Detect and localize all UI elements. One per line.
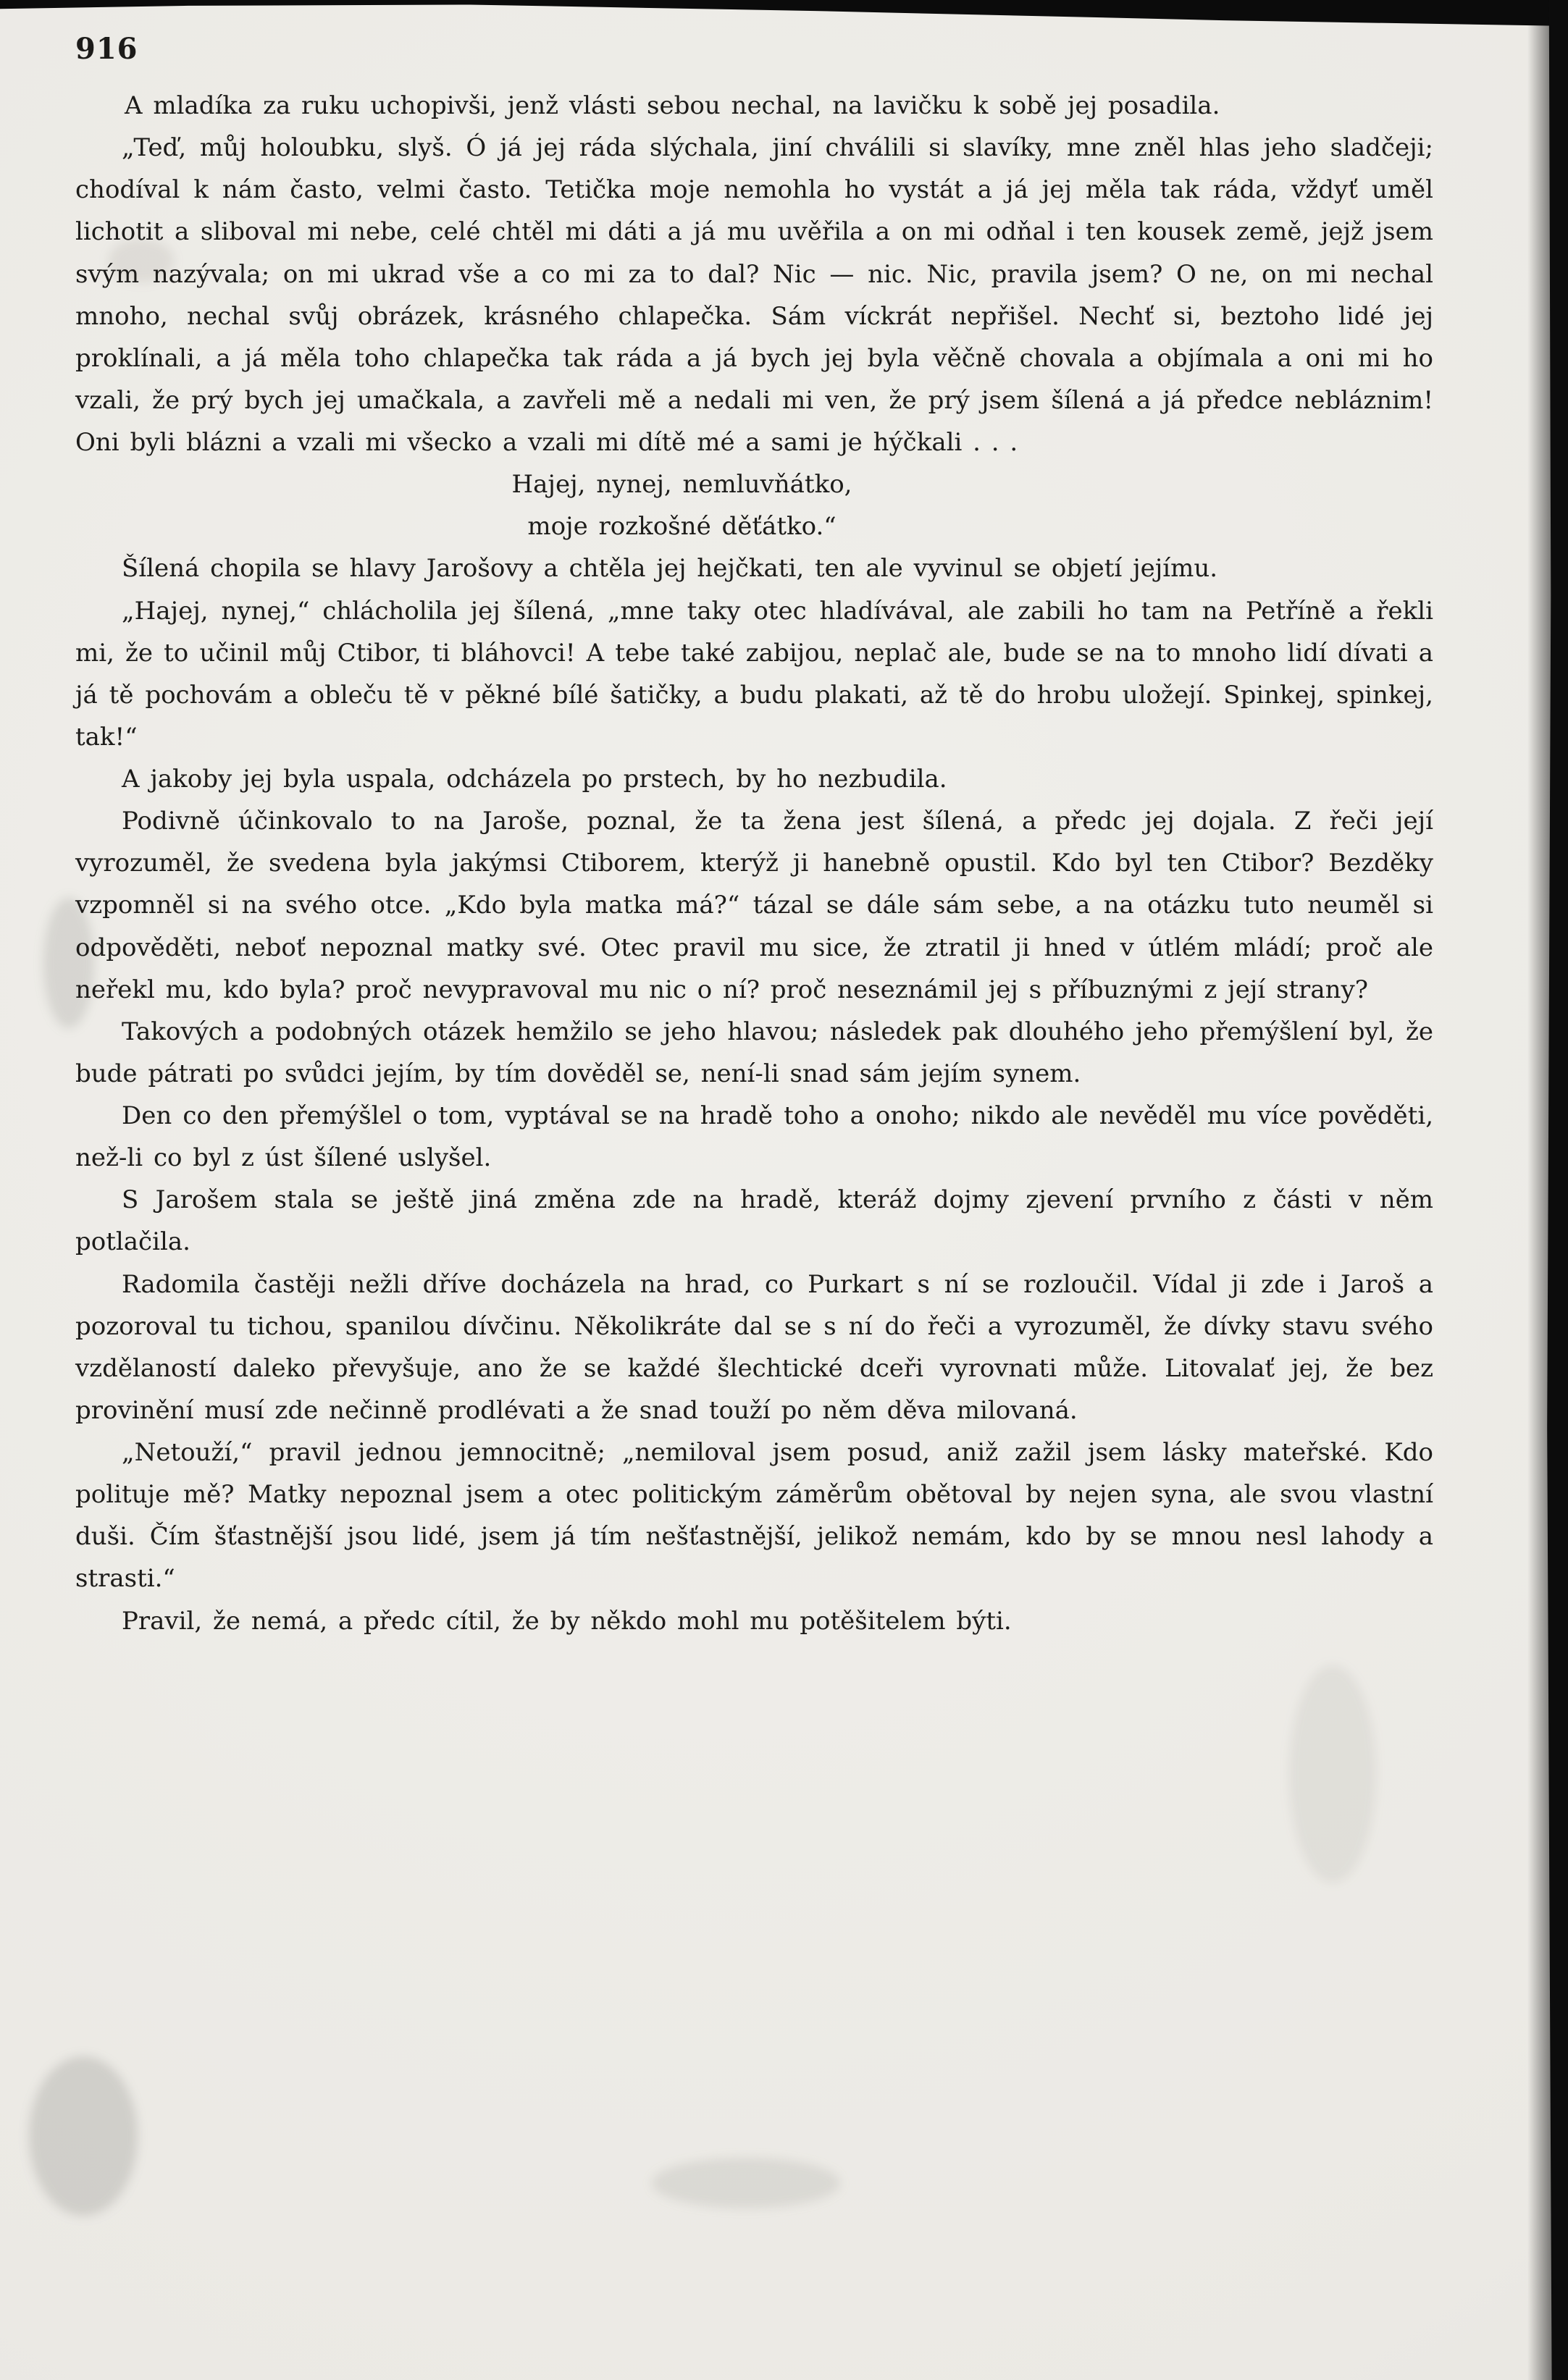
paragraph: „Teď, můj holoubku, slyš. Ó já jej ráda slýchala, jiní chválili si slavíky, mne zněl hlas jeho sladčeji; chodíval k nám často, velmi často. Tetička moje nemohla ho vystát a já jej měla tak ráda, vždyť uměl lichotit a sliboval mi nebe, celé chtěl mi dáti a já mu uvěřila a on mi odňal i ten kousek země, jejž jsem svým nazývala; on mi ukrad vše a co mi za to dal? Nic — nic. Nic, pravila jsem? O ne, on mi nechal mnoho, nechal svůj obrázek, krásného chlapečka. Sám víckrát nepřišel. Nechť si, beztoho lidé jej proklínali, a já měla toho chlapečka tak ráda a já bych jej byla věčně chovala a objímala a oni mi ho vzali, že prý bych jej umačkala, a zavřeli mě a nedali mi ven, že prý jsem šílená a já předce nebláznim! Oni byli blázni a vzali mi všecko a vzali mi dítě mé a sami je hýčkali . . . [75,133,1433,457]
verse-line: moje rozkošné děťátko.“ [527,512,837,542]
paragraph: A jakoby jej byla uspala, odcházela po prstech, by ho nezbudila. [122,765,947,794]
paragraph: „Hajej, nynej,“ chlácholila jej šílená, „mne taky otec hladívával, ale zabili ho tam na Petříně a řekli mi, že to učinil můj Ctibor, ti bláhovci! A tebe také zabijou, neplač ale, bude se na to mnoho lidí dívati a já tě pochovám a obleču tě v pěkné bílé šatičky, a budu plakati, až tě do hrobu uložejí. Spinkej, spinkej, tak!“ [75,596,1433,752]
paragraph: Šílená chopila se hlavy Jarošovy a chtěla jej hejčkati, ten ale vyvinul se objetí jejímu. [122,554,1218,584]
body-text [75,85,1433,1642]
paragraph: Podivně účinkovalo to na Jaroše, poznal, že ta žena jest šílená, a předc jej dojala. Z řeči její vyrozuměl, že svedena byla jakýmsi Ctiborem, kterýž ji hanebně opustil. Kdo byl ten Ctibor? Bezděky vzpomněl si na svého otce. „Kdo byla matka má?“ tázal se dále sám sebe, a na otázku tuto neuměl si odpověděti, neboť nepoznal matky své. Otec pravil mu sice, že ztratil ji hned v útlém mládí; proč ale neřekl mu, kdo byla? proč nevypravoval mu nic o ní? proč neseznámil jej s příbuznými z její strany? [75,807,1433,1004]
paragraph: „Netouží,“ pravil jednou jemnocitně; „nemiloval jsem posud, aniž zažil jsem lásky mateřské. Kdo polituje mě? Matky nepoznal jsem a otec politickým záměrům obětoval by nejen syna, ale svou vlastní duši. Čím šťastnější jsou lidé, jsem já tím nešťastnější, jelikož nemám, kdo by se mnou nesl lahody a strasti.“ [75,1438,1433,1594]
paragraph: Pravil, že nemá, a předc cítil, že by někdo mohl mu potěšitelem býti. [122,1606,1012,1636]
paragraph: A mladíka za ruku uchopivši, jenž vlásti sebou nechal, na lavičku k sobě jej posadila. [125,91,1220,120]
verse-line: Hajej, nynej, nemluvňátko, [511,470,852,500]
paragraph: Takových a podobných otázek hemžilo se jeho hlavou; následek pak dlouhého jeho přemýšlení byl, že bude pátrati po svůdci jejím, by tím dověděl se, není-li snad sám jejím synem. [75,1017,1433,1088]
paragraph: Radomila častěji nežli dříve docházela na hrad, co Purkart s ní se rozloučil. Vídal ji zde i Jaroš a pozoroval tu tichou, spanilou dívčinu. Několikráte dal se s ní do řeči a vyrozuměl, že dívky stavu svého vzdělaností daleko převyšuje, ano že se každé šlechtické dceři vyrovnati může. Litovalať jej, že bez provinění musí zde nečinně prodlévati a že snad touží po něm děva milovaná. [75,1269,1433,1425]
page-number: 916 [75,32,138,66]
paragraph: Den co den přemýšlel o tom, vyptával se na hradě toho a onoho; nikdo ale nevěděl mu více pověděti, než-li co byl z úst šílené uslyšel. [75,1101,1433,1173]
paragraph: S Jarošem stala se ještě jiná změna zde na hradě, kteráž dojmy zjevení prvního z části v něm potlačila. [75,1185,1433,1257]
